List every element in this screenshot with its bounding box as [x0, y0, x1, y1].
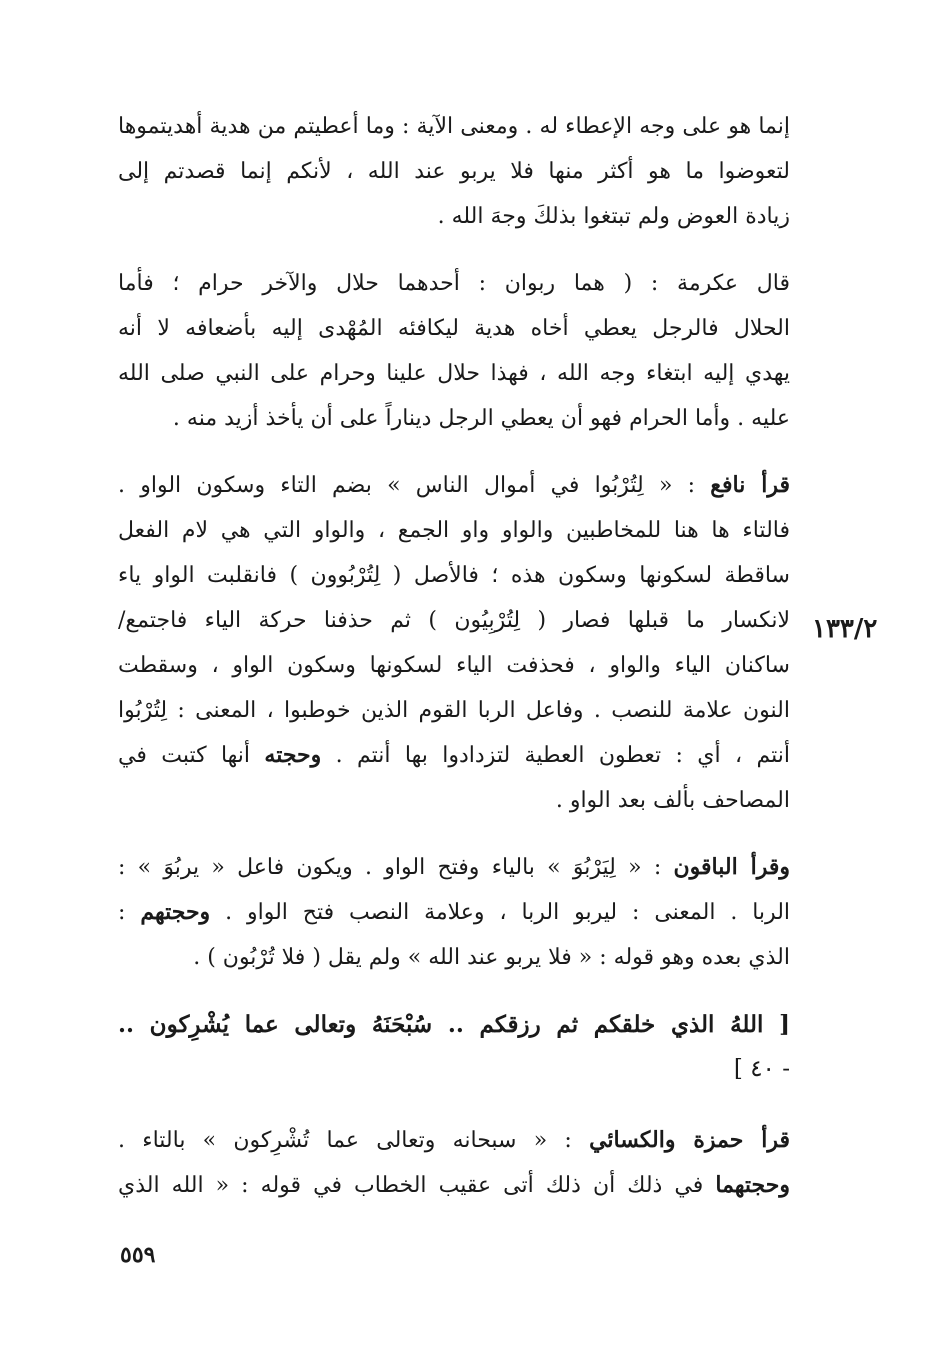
- text-line: [118, 733, 790, 778]
- reader-name: قرأ حمزة والكسائي: [589, 1127, 790, 1153]
- text-line: [118, 845, 790, 890]
- text-fragment: الربا . المعنى : ليربو الربا ، وعلامة النصب فتح الواو .: [210, 900, 791, 925]
- text-fragment: أنتم ، أي : تعطون العطية لتزدادوا بها أنتم .: [321, 743, 791, 768]
- text-line: زيادة العوض ولم تبتغوا بذلكَ وجهَ الله .: [437, 204, 790, 229]
- text-line: الحلال فالرجل يعطي أخاه هدية ليكافئه المُهْدى إليه بأضعافه لا أنه: [118, 316, 790, 341]
- paragraph-1: [118, 104, 790, 239]
- argument-label: وحجتهم: [140, 899, 211, 925]
- paragraph-2: [118, 261, 790, 441]
- side-page-marker: ١٣٣/٢: [812, 614, 878, 644]
- argument-label: وحجته: [264, 742, 322, 768]
- paragraph-3: [118, 463, 790, 823]
- text-line: لانكسار ما قبلها فصار ( لِتُرْبِيُون ) ثم حذفنا حركة الياء فاجتمع/: [118, 608, 790, 633]
- text-fragment: أنها كتبت في: [118, 743, 265, 768]
- main-text: [118, 104, 790, 1230]
- text-fragment: : « لِتُرْبُوا في أموال الناس » بضم التاء وسكون الواو .: [118, 473, 711, 498]
- argument-label: وحجتهما: [715, 1172, 790, 1198]
- text-line: ساقطة لسكونها وسكون هذه ؛ فالأصل ( لِتُرْبُوون ) فانقلبت الواو ياء: [118, 563, 790, 588]
- text-line: عليه . وأما الحرام فهو أن يعطي الرجل ديناراً على أن يأخذ أزيد منه .: [172, 406, 790, 431]
- text-line: المصاحف بألف بعد الواو .: [555, 788, 790, 813]
- quran-verse: [118, 1002, 790, 1092]
- text-line: ساكنان الياء والواو ، فحذفت الياء لسكونها وسكون الواو ، وسقطت: [118, 653, 790, 678]
- text-line: الذي بعده وهو قوله : « فلا يربو عند الله » ولم يقل ( فلا تُرْبُون ) .: [193, 945, 790, 970]
- text-line: [118, 1163, 790, 1208]
- text-line: [118, 1118, 790, 1163]
- text-fragment: :: [118, 900, 141, 925]
- paragraph-5: [118, 1118, 790, 1208]
- text-line: [118, 890, 790, 935]
- text-line: قال عكرمة : ( هما ربوان : أحدهما حلال والآخر حرام ؛ فأما: [118, 271, 790, 296]
- text-line: إنما هو على وجه الإعطاء له . ومعنى الآية : وما أعطيتم من هدية أهديتموها: [118, 114, 790, 139]
- text-line: يهدي إليه ابتغاء وجه الله ، فهذا حلال علينا وحرام على النبي صلى الله: [118, 361, 791, 386]
- text-fragment: في ذلك أن ذلك أتى عقيب الخطاب في قوله : « الله الذي: [118, 1173, 716, 1198]
- text-fragment: : « سبحانه وتعالى عما تُشْرِكون » بالتاء .: [118, 1128, 590, 1153]
- text-line: النون علامة للنصب . وفاعل الربا القوم الذين خوطبوا ، المعنى : لِتُرْبُوا: [118, 698, 790, 723]
- verse-number: - ٤٠ ]: [733, 1056, 790, 1082]
- text-line: [118, 463, 790, 508]
- text-line: فالتاء ها هنا للمخاطبين والواو واو الجمع ، والواو التي هي لام الفعل: [118, 518, 790, 543]
- reader-name: قرأ نافع: [710, 472, 790, 498]
- reader-name: وقرأ الباقون: [673, 854, 790, 880]
- paragraph-4: [118, 845, 790, 980]
- page-number: ٥٥٩: [120, 1242, 156, 1268]
- text-line: لتعوضوا ما هو أكثر منها فلا يربو عند الله ، لأنكم إنما قصدتم إلى: [118, 159, 790, 184]
- text-fragment: : « لِيَرْبُوَ » بالياء وفتح الواو . ويكون فاعل « يربُوَ » :: [118, 855, 674, 880]
- verse-line: [ اللهُ الذي خلقكم ثم رزقكم .. سُبْحَنَهُ وتعالى عما يُشْرِكون ..: [118, 1011, 790, 1038]
